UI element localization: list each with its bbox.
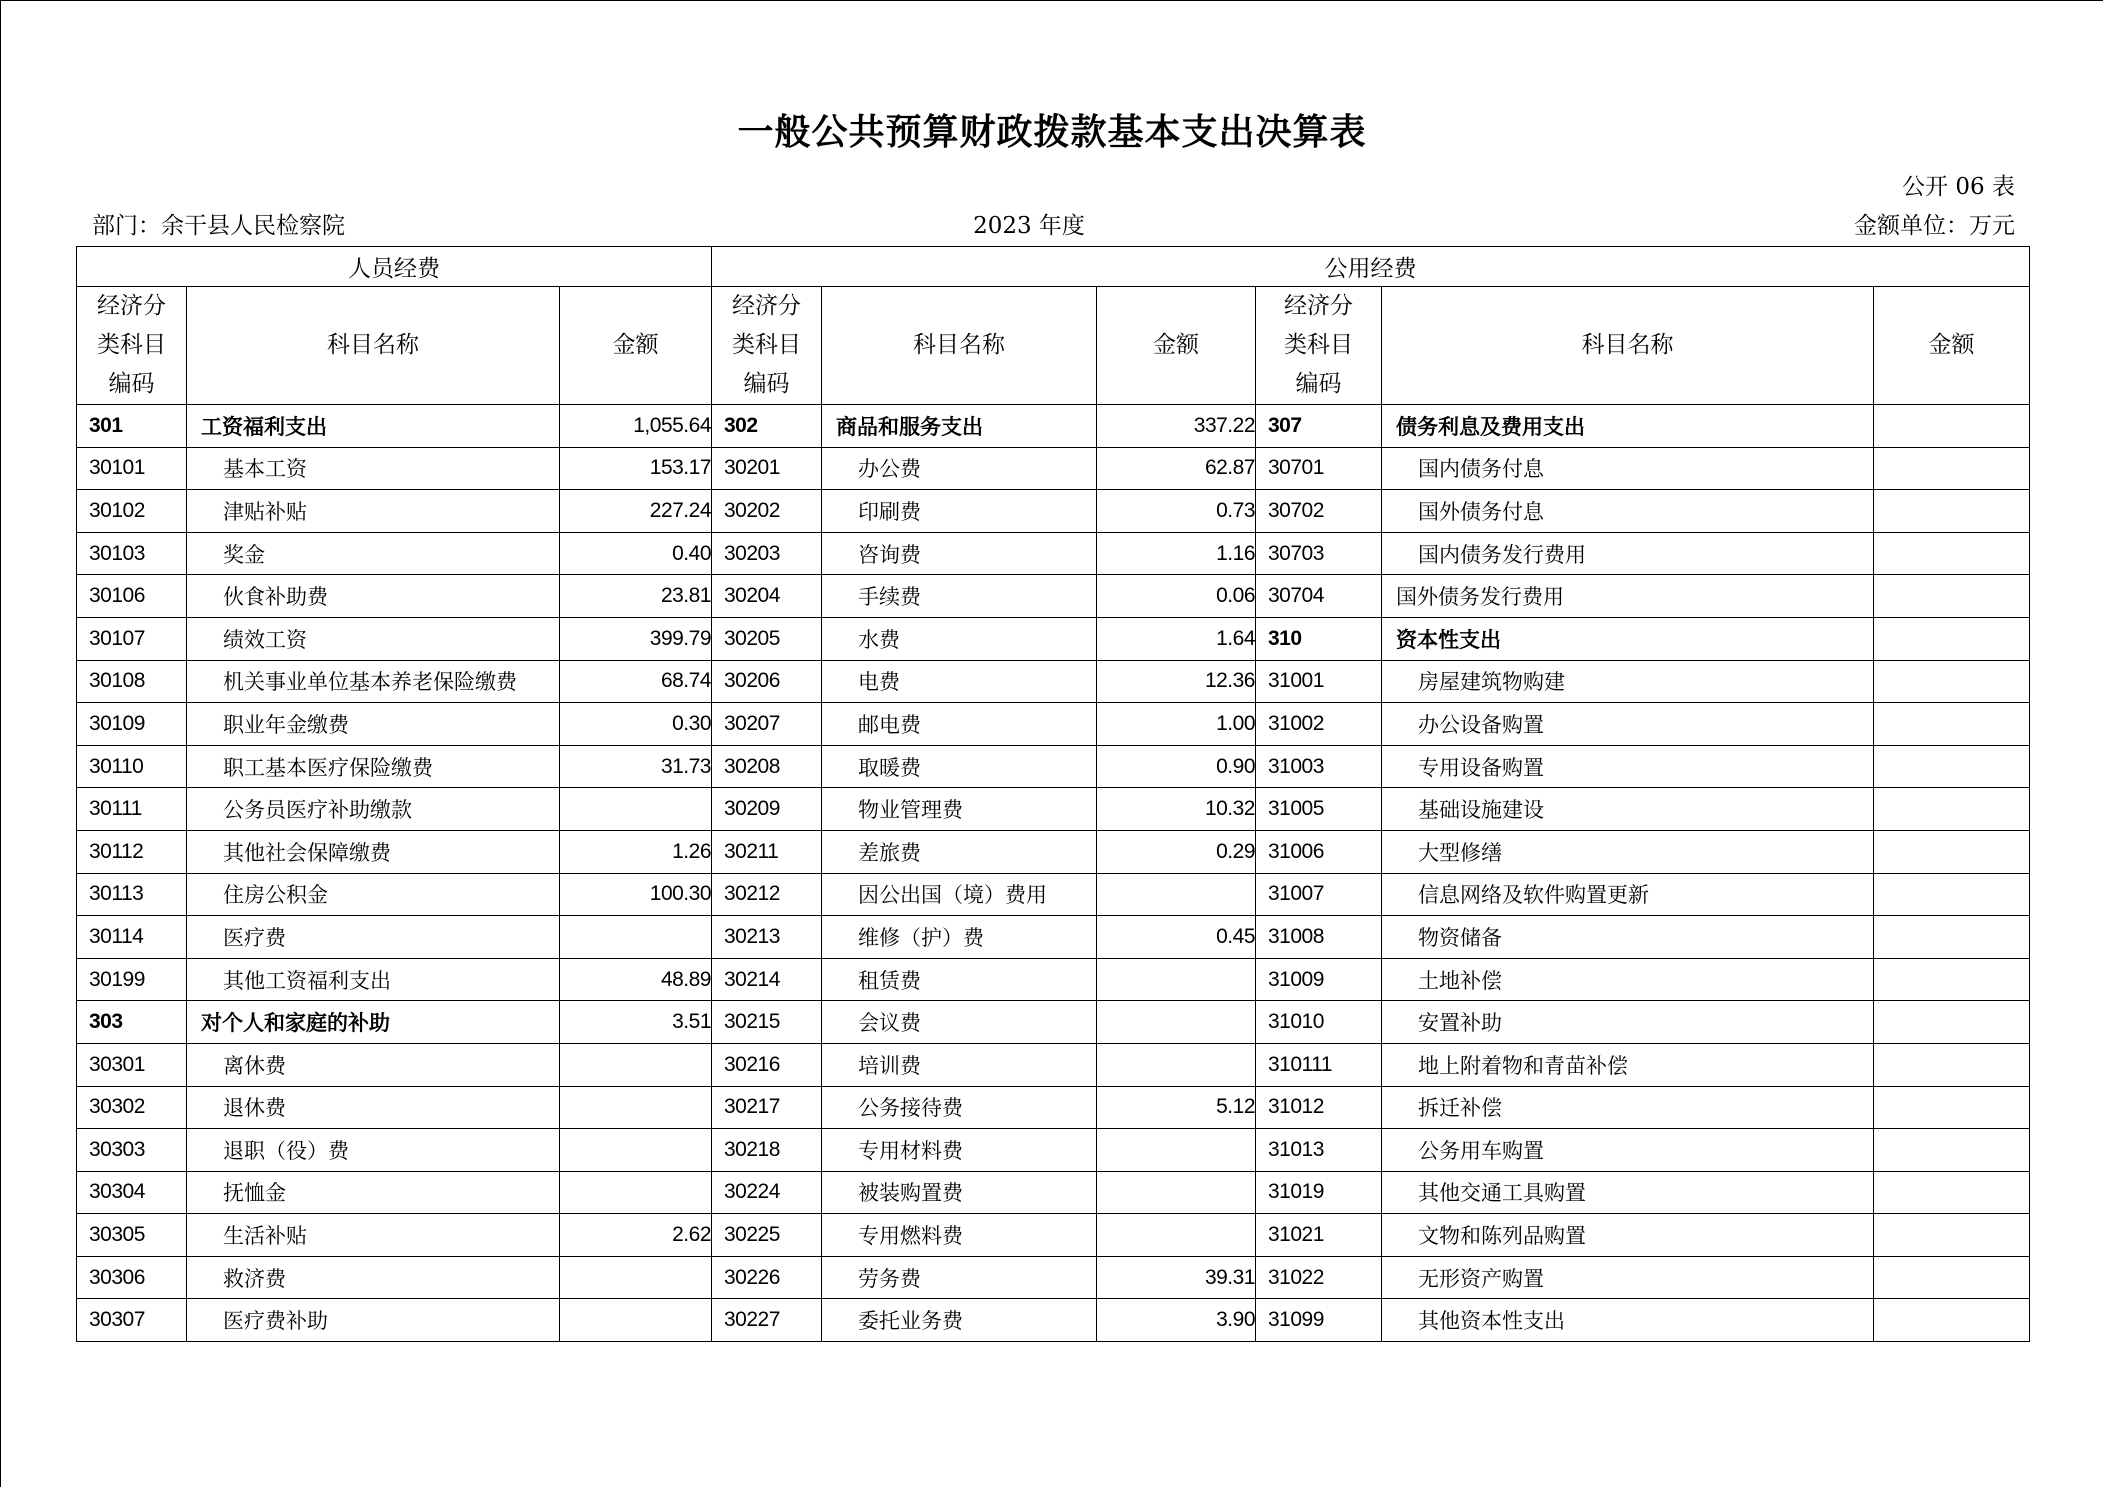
section-public: 公用经费 [712, 247, 2030, 287]
table-row [77, 1214, 2030, 1257]
cell-name: 文物和陈列品购置 [1382, 1214, 1874, 1257]
header-amount: 金额 [560, 287, 712, 405]
cell-code: 30305 [77, 1214, 187, 1257]
cell-amount [1874, 490, 2030, 533]
cell-amount [1874, 830, 2030, 873]
cell-amount: 39.31 [1097, 1256, 1256, 1299]
cell-amount: 337.22 [1097, 405, 1256, 448]
report-title: 一般公共预算财政拨款基本支出决算表 [737, 111, 1367, 153]
cell-name: 委托业务费 [822, 1299, 1097, 1342]
cell-name: 水费 [822, 617, 1097, 660]
cell-amount [560, 1256, 712, 1299]
cell-code: 30101 [77, 447, 187, 490]
cell-code: 30702 [1256, 490, 1382, 533]
header-code-line: 经济分 [732, 293, 801, 319]
cell-name: 国内债务发行费用 [1382, 532, 1874, 575]
cell-name: 专用燃料费 [822, 1214, 1097, 1257]
table-row [77, 405, 2030, 448]
table-row [77, 1256, 2030, 1299]
cell-code: 30303 [77, 1129, 187, 1172]
cell-name: 因公出国（境）费用 [822, 873, 1097, 916]
cell-name: 大型修缮 [1382, 830, 1874, 873]
table-row [77, 873, 2030, 916]
cell-amount: 0.73 [1097, 490, 1256, 533]
cell-code: 31022 [1256, 1256, 1382, 1299]
cell-amount: 12.36 [1097, 660, 1256, 703]
cell-amount: 0.30 [560, 703, 712, 746]
cell-code: 31007 [1256, 873, 1382, 916]
cell-amount [1874, 873, 2030, 916]
cell-name: 津贴补贴 [187, 490, 560, 533]
form-number: 公开 06 表 [1902, 174, 2015, 200]
cell-amount [1874, 447, 2030, 490]
cell-code: 30109 [77, 703, 187, 746]
cell-code: 30102 [77, 490, 187, 533]
department-label: 部门：余干县人民检察院 [92, 213, 345, 239]
cell-name: 信息网络及软件购置更新 [1382, 873, 1874, 916]
cell-amount [1874, 1129, 2030, 1172]
cell-name: 资本性支出 [1382, 617, 1874, 660]
cell-name: 办公设备购置 [1382, 703, 1874, 746]
cell-code: 30307 [77, 1299, 187, 1342]
cell-amount [1874, 532, 2030, 575]
cell-name: 国内债务付息 [1382, 447, 1874, 490]
cell-name: 住房公积金 [187, 873, 560, 916]
table-row [77, 1299, 2030, 1342]
cell-amount [1874, 1299, 2030, 1342]
cell-amount: 0.29 [1097, 830, 1256, 873]
cell-code: 31019 [1256, 1171, 1382, 1214]
cell-name: 其他交通工具购置 [1382, 1171, 1874, 1214]
cell-amount [1097, 873, 1256, 916]
cell-name: 差旅费 [822, 830, 1097, 873]
cell-name: 物业管理费 [822, 788, 1097, 831]
cell-amount [1874, 1043, 2030, 1086]
cell-code: 30212 [712, 873, 822, 916]
header-code-line: 编码 [743, 371, 790, 397]
cell-code: 30205 [712, 617, 822, 660]
header-code-line: 类科目 [1284, 332, 1353, 358]
table-row [77, 1001, 2030, 1044]
cell-amount: 48.89 [560, 958, 712, 1001]
cell-name: 地上附着物和青苗补偿 [1382, 1043, 1874, 1086]
cell-code: 30206 [712, 660, 822, 703]
cell-code: 30217 [712, 1086, 822, 1129]
cell-amount [560, 788, 712, 831]
cell-amount [560, 1129, 712, 1172]
cell-code: 31003 [1256, 745, 1382, 788]
cell-amount [1874, 575, 2030, 618]
amount-unit: 金额单位：万元 [1854, 213, 2015, 239]
cell-name: 租赁费 [822, 958, 1097, 1001]
cell-name: 办公费 [822, 447, 1097, 490]
cell-code: 30114 [77, 916, 187, 959]
cell-code: 30701 [1256, 447, 1382, 490]
header-code-line: 经济分 [97, 293, 166, 319]
cell-code: 31008 [1256, 916, 1382, 959]
cell-code: 30227 [712, 1299, 822, 1342]
header-code [712, 287, 822, 405]
cell-name: 咨询费 [822, 532, 1097, 575]
cell-code: 31001 [1256, 660, 1382, 703]
cell-amount [1097, 1001, 1256, 1044]
cell-name: 公务用车购置 [1382, 1129, 1874, 1172]
cell-name: 退职（役）费 [187, 1129, 560, 1172]
cell-name: 医疗费补助 [187, 1299, 560, 1342]
table-row [77, 703, 2030, 746]
cell-code: 301 [77, 405, 187, 448]
cell-code: 30201 [712, 447, 822, 490]
cell-name: 维修（护）费 [822, 916, 1097, 959]
table-row [77, 1129, 2030, 1172]
cell-name: 其他社会保障缴费 [187, 830, 560, 873]
cell-code: 30301 [77, 1043, 187, 1086]
cell-code: 30216 [712, 1043, 822, 1086]
cell-amount: 1.64 [1097, 617, 1256, 660]
cell-code: 30226 [712, 1256, 822, 1299]
cell-code: 30107 [77, 617, 187, 660]
cell-code: 31010 [1256, 1001, 1382, 1044]
cell-name: 抚恤金 [187, 1171, 560, 1214]
table-row [77, 447, 2030, 490]
cell-name: 手续费 [822, 575, 1097, 618]
cell-code: 31006 [1256, 830, 1382, 873]
cell-code: 307 [1256, 405, 1382, 448]
section-personnel: 人员经费 [77, 247, 712, 287]
cell-code: 30112 [77, 830, 187, 873]
cell-code: 30215 [712, 1001, 822, 1044]
cell-name: 劳务费 [822, 1256, 1097, 1299]
cell-name: 房屋建筑物购建 [1382, 660, 1874, 703]
cell-code: 30225 [712, 1214, 822, 1257]
cell-amount [1874, 1086, 2030, 1129]
cell-amount [560, 1043, 712, 1086]
cell-name: 基础设施建设 [1382, 788, 1874, 831]
table-row [77, 532, 2030, 575]
cell-code: 30213 [712, 916, 822, 959]
header-name: 科目名称 [1382, 287, 1874, 405]
cell-name: 其他工资福利支出 [187, 958, 560, 1001]
cell-name: 被装购置费 [822, 1171, 1097, 1214]
cell-name: 印刷费 [822, 490, 1097, 533]
cell-amount: 1.00 [1097, 703, 1256, 746]
cell-amount: 62.87 [1097, 447, 1256, 490]
cell-amount: 399.79 [560, 617, 712, 660]
table-row [77, 660, 2030, 703]
cell-name: 绩效工资 [187, 617, 560, 660]
cell-name: 医疗费 [187, 916, 560, 959]
cell-name: 救济费 [187, 1256, 560, 1299]
cell-code: 30110 [77, 745, 187, 788]
cell-name: 商品和服务支出 [822, 405, 1097, 448]
cell-name: 取暖费 [822, 745, 1097, 788]
cell-amount: 2.62 [560, 1214, 712, 1257]
table-row [77, 958, 2030, 1001]
cell-code: 30209 [712, 788, 822, 831]
cell-code: 30111 [77, 788, 187, 831]
cell-name: 培训费 [822, 1043, 1097, 1086]
cell-amount [1874, 617, 2030, 660]
cell-amount: 68.74 [560, 660, 712, 703]
cell-code: 30211 [712, 830, 822, 873]
cell-amount: 23.81 [560, 575, 712, 618]
cell-amount [1874, 916, 2030, 959]
cell-code: 303 [77, 1001, 187, 1044]
cell-name: 对个人和家庭的补助 [187, 1001, 560, 1044]
cell-amount: 10.32 [1097, 788, 1256, 831]
header-code-line: 编码 [108, 371, 155, 397]
cell-amount: 0.40 [560, 532, 712, 575]
cell-code: 30703 [1256, 532, 1382, 575]
cell-amount [1874, 745, 2030, 788]
cell-name: 专用材料费 [822, 1129, 1097, 1172]
cell-amount: 31.73 [560, 745, 712, 788]
cell-amount [1097, 1043, 1256, 1086]
cell-name: 公务员医疗补助缴款 [187, 788, 560, 831]
cell-name: 职业年金缴费 [187, 703, 560, 746]
cell-amount: 1.16 [1097, 532, 1256, 575]
cell-amount: 100.30 [560, 873, 712, 916]
cell-code: 30224 [712, 1171, 822, 1214]
cell-amount [560, 1086, 712, 1129]
cell-name: 电费 [822, 660, 1097, 703]
cell-amount: 1,055.64 [560, 405, 712, 448]
cell-code: 31002 [1256, 703, 1382, 746]
cell-amount [1874, 703, 2030, 746]
header-code [1256, 287, 1382, 405]
cell-amount [1874, 660, 2030, 703]
header-code-line: 经济分 [1284, 293, 1353, 319]
cell-code: 30306 [77, 1256, 187, 1299]
table-row [77, 1043, 2030, 1086]
cell-name: 其他资本性支出 [1382, 1299, 1874, 1342]
cell-amount [1874, 1171, 2030, 1214]
cell-amount: 3.90 [1097, 1299, 1256, 1342]
cell-amount [1874, 958, 2030, 1001]
table-row [77, 916, 2030, 959]
cell-code: 31005 [1256, 788, 1382, 831]
header-code-line: 类科目 [97, 332, 166, 358]
cell-name: 安置补助 [1382, 1001, 1874, 1044]
cell-amount: 0.06 [1097, 575, 1256, 618]
cell-name: 生活补贴 [187, 1214, 560, 1257]
header-name: 科目名称 [822, 287, 1097, 405]
fiscal-year: 2023 年度 [973, 213, 1085, 239]
cell-amount [1097, 1214, 1256, 1257]
cell-code: 30204 [712, 575, 822, 618]
cell-code: 30113 [77, 873, 187, 916]
table-row [77, 745, 2030, 788]
cell-code: 30108 [77, 660, 187, 703]
cell-amount: 0.90 [1097, 745, 1256, 788]
cell-name: 国外债务付息 [1382, 490, 1874, 533]
cell-name: 基本工资 [187, 447, 560, 490]
cell-amount [1097, 1129, 1256, 1172]
cell-name: 专用设备购置 [1382, 745, 1874, 788]
cell-code: 30103 [77, 532, 187, 575]
cell-name: 离休费 [187, 1043, 560, 1086]
cell-amount [1874, 788, 2030, 831]
cell-amount [560, 1171, 712, 1214]
cell-code: 30304 [77, 1171, 187, 1214]
cell-code: 31009 [1256, 958, 1382, 1001]
cell-code: 30106 [77, 575, 187, 618]
cell-name: 公务接待费 [822, 1086, 1097, 1129]
cell-code: 30704 [1256, 575, 1382, 618]
cell-name: 奖金 [187, 532, 560, 575]
cell-name: 伙食补助费 [187, 575, 560, 618]
table-row [77, 830, 2030, 873]
cell-amount: 5.12 [1097, 1086, 1256, 1129]
expenditure-table [76, 246, 2030, 1342]
cell-name: 物资储备 [1382, 916, 1874, 959]
cell-code: 310 [1256, 617, 1382, 660]
cell-name: 邮电费 [822, 703, 1097, 746]
cell-amount [560, 916, 712, 959]
header-code-line: 编码 [1295, 371, 1342, 397]
cell-amount: 227.24 [560, 490, 712, 533]
cell-amount: 1.26 [560, 830, 712, 873]
section-header-row [77, 247, 2030, 287]
header-code-line: 类科目 [732, 332, 801, 358]
header-amount: 金额 [1874, 287, 2030, 405]
cell-code: 31099 [1256, 1299, 1382, 1342]
cell-code: 302 [712, 405, 822, 448]
cell-code: 30203 [712, 532, 822, 575]
cell-code: 310111 [1256, 1043, 1382, 1086]
cell-amount [560, 1299, 712, 1342]
cell-amount [1874, 1256, 2030, 1299]
cell-code: 31012 [1256, 1086, 1382, 1129]
cell-name: 工资福利支出 [187, 405, 560, 448]
cell-code: 30199 [77, 958, 187, 1001]
cell-code: 30202 [712, 490, 822, 533]
cell-name: 国外债务发行费用 [1382, 575, 1874, 618]
cell-amount: 3.51 [560, 1001, 712, 1044]
header-name: 科目名称 [187, 287, 560, 405]
cell-amount [1097, 958, 1256, 1001]
table-row [77, 617, 2030, 660]
cell-code: 30208 [712, 745, 822, 788]
cell-amount [1874, 1001, 2030, 1044]
table-row [77, 788, 2030, 831]
cell-name: 无形资产购置 [1382, 1256, 1874, 1299]
cell-code: 30302 [77, 1086, 187, 1129]
cell-code: 31013 [1256, 1129, 1382, 1172]
cell-amount: 0.45 [1097, 916, 1256, 959]
cell-code: 30214 [712, 958, 822, 1001]
cell-amount [1097, 1171, 1256, 1214]
table-row [77, 1086, 2030, 1129]
table-row [77, 490, 2030, 533]
cell-amount [1874, 405, 2030, 448]
cell-code: 30218 [712, 1129, 822, 1172]
cell-amount: 153.17 [560, 447, 712, 490]
cell-name: 会议费 [822, 1001, 1097, 1044]
cell-name: 拆迁补偿 [1382, 1086, 1874, 1129]
column-header-row [77, 287, 2030, 405]
cell-name: 债务利息及费用支出 [1382, 405, 1874, 448]
cell-name: 职工基本医疗保险缴费 [187, 745, 560, 788]
cell-code: 31021 [1256, 1214, 1382, 1257]
header-amount: 金额 [1097, 287, 1256, 405]
cell-name: 机关事业单位基本养老保险缴费 [187, 660, 560, 703]
cell-name: 土地补偿 [1382, 958, 1874, 1001]
cell-code: 30207 [712, 703, 822, 746]
cell-amount [1874, 1214, 2030, 1257]
cell-name: 退休费 [187, 1086, 560, 1129]
table-row [77, 575, 2030, 618]
table-row [77, 1171, 2030, 1214]
header-code [77, 287, 187, 405]
